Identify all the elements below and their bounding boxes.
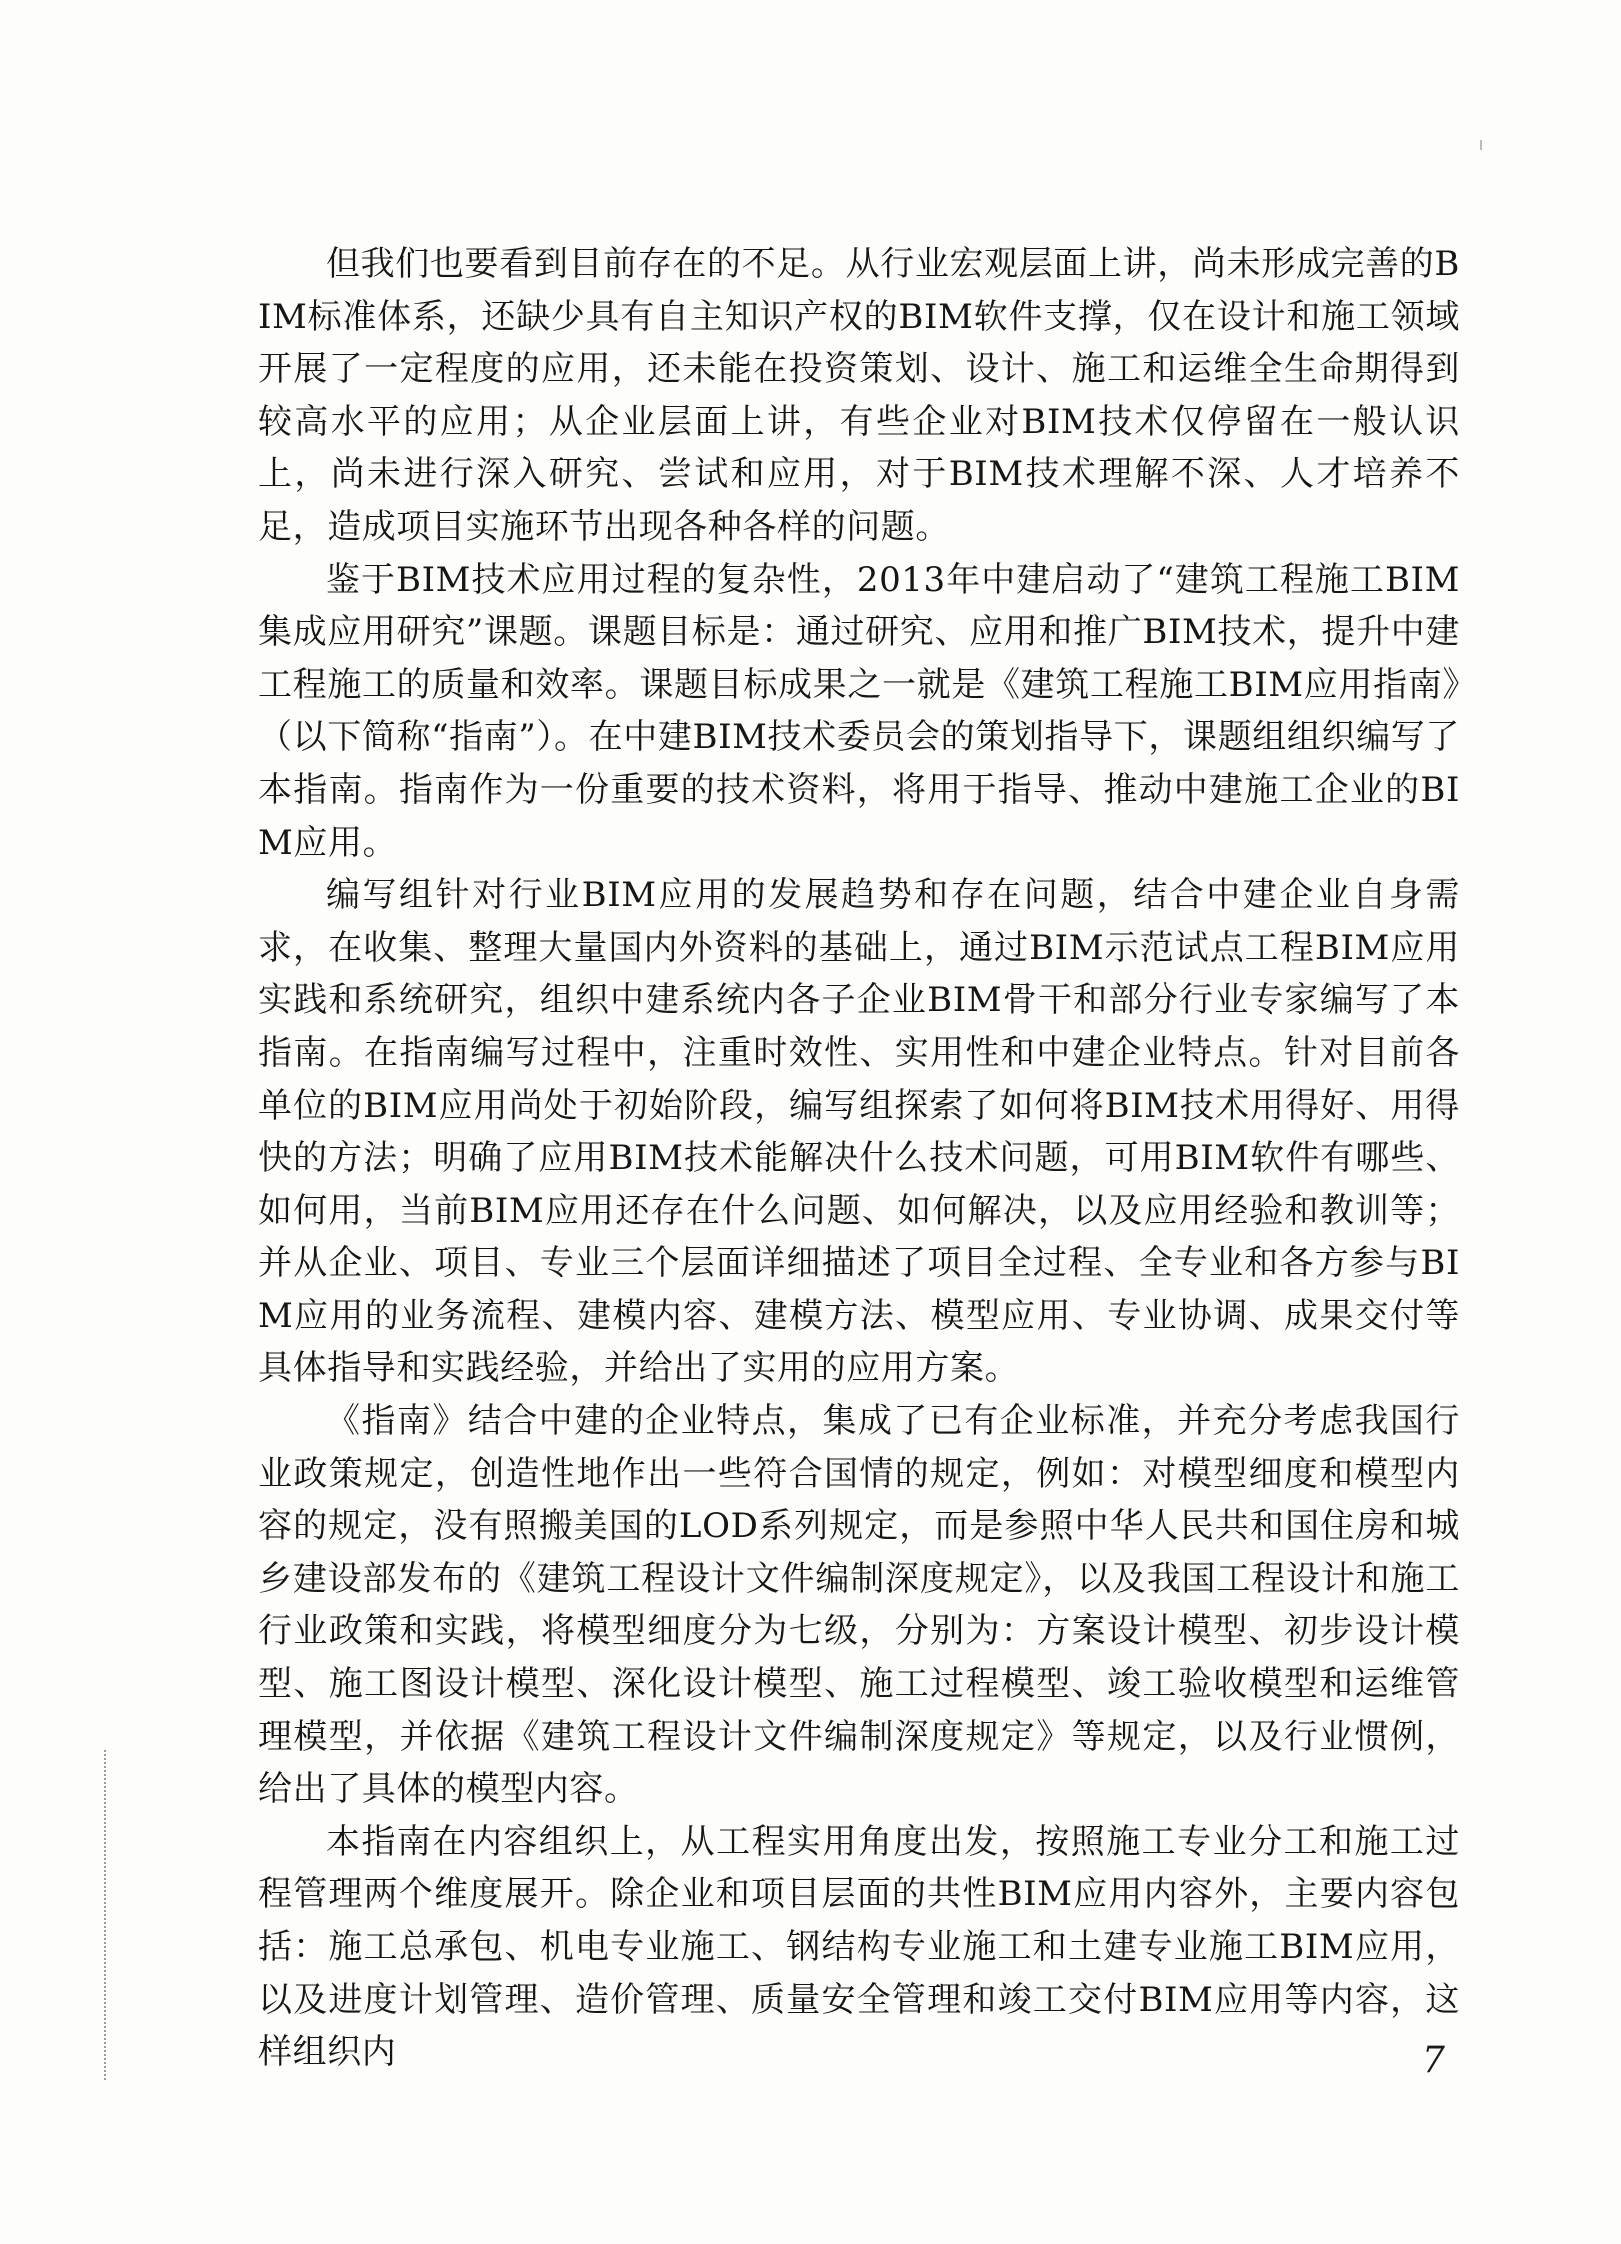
paragraph-2: 鉴于BIM技术应用过程的复杂性，2013年中建启动了“建筑工程施工BIM集成应用研究”课题。课题目标是：通过研究、应用和推广BIM技术，提升中建工程施工的质量和效率。课题目标成果之一就是《建筑工程施工BIM应用指南》（以下简称“指南”）。在中建BIM技术委员会的策划指导下，课题组组织编写了本指南。指南作为一份重要的技术资料，将用于指导、推动中建施工企业的BIM应用。 <box>258 559 1460 863</box>
page-number: 7 <box>1422 2040 1445 2081</box>
paragraph-4: 《指南》结合中建的企业特点，集成了已有企业标准，并充分考虑我国行业政策规定，创造性地作出一些符合国情的规定，例如：对模型细度和模型内容的规定，没有照搬美国的LOD系列规定，而是参照中华人民共和国住房和城乡建设部发布的《建筑工程设计文件编制深度规定》，以及我国工程设计和施工行业政策和实践，将模型细度分为七级，分别为：方案设计模型、初步设计模型、施工图设计模型、深化设计模型、施工过程模型、竣工验收模型和运维管理模型，并依据《建筑工程设计文件编制深度规定》等规定，以及行业惯例，给出了具体的模型内容。 <box>258 1401 1460 1810</box>
paragraph-5: 本指南在内容组织上，从工程实用角度出发，按照施工专业分工和施工过程管理两个维度展开。除企业和项目层面的共性BIM应用内容外，主要内容包括：施工总承包、机电专业施工、钢结构专业施工和土建专业施工BIM应用，以及进度计划管理、造价管理、质量安全管理和竣工交付BIM应用等内容，这样组织内 <box>258 1821 1460 2073</box>
paragraph-1: 但我们也要看到目前存在的不足。从行业宏观层面上讲，尚未形成完善的BIM标准体系，还缺少具有自主知识产权的BIM软件支撑，仅在设计和施工领域开展了一定程度的应用，还未能在投资策划、设计、施工和运维全生命期得到较高水平的应用；从企业层面上讲，有些企业对BIM技术仅停留在一般认识上，尚未进行深入研究、尝试和应用，对于BIM技术理解不深、人才培养不足，造成项目实施环节出现各种各样的问题。 <box>258 244 1460 547</box>
body-text <box>258 238 1460 2079</box>
scan-artifact-mark <box>1480 140 1482 150</box>
binding-edge-mark <box>104 1750 106 2080</box>
paragraph-3: 编写组针对行业BIM应用的发展趋势和存在问题，结合中建企业自身需求，在收集、整理大量国内外资料的基础上，通过BIM示范试点工程BIM应用实践和系统研究，组织中建系统内各子企业BIM骨干和部分行业专家编写了本指南。在指南编写过程中，注重时效性、实用性和中建企业特点。针对目前各单位的BIM应用尚处于初始阶段，编写组探索了如何将BIM技术用得好、用得快的方法；明确了应用BIM技术能解决什么技术问题，可用BIM软件有哪些、如何用，当前BIM应用还存在什么问题、如何解决，以及应用经验和教训等；并从企业、项目、专业三个层面详细描述了项目全过程、全专业和各方参与BIM应用的业务流程、建模内容、建模方法、模型应用、专业协调、成果交付等具体指导和实践经验，并给出了实用的应用方案。 <box>258 875 1460 1389</box>
